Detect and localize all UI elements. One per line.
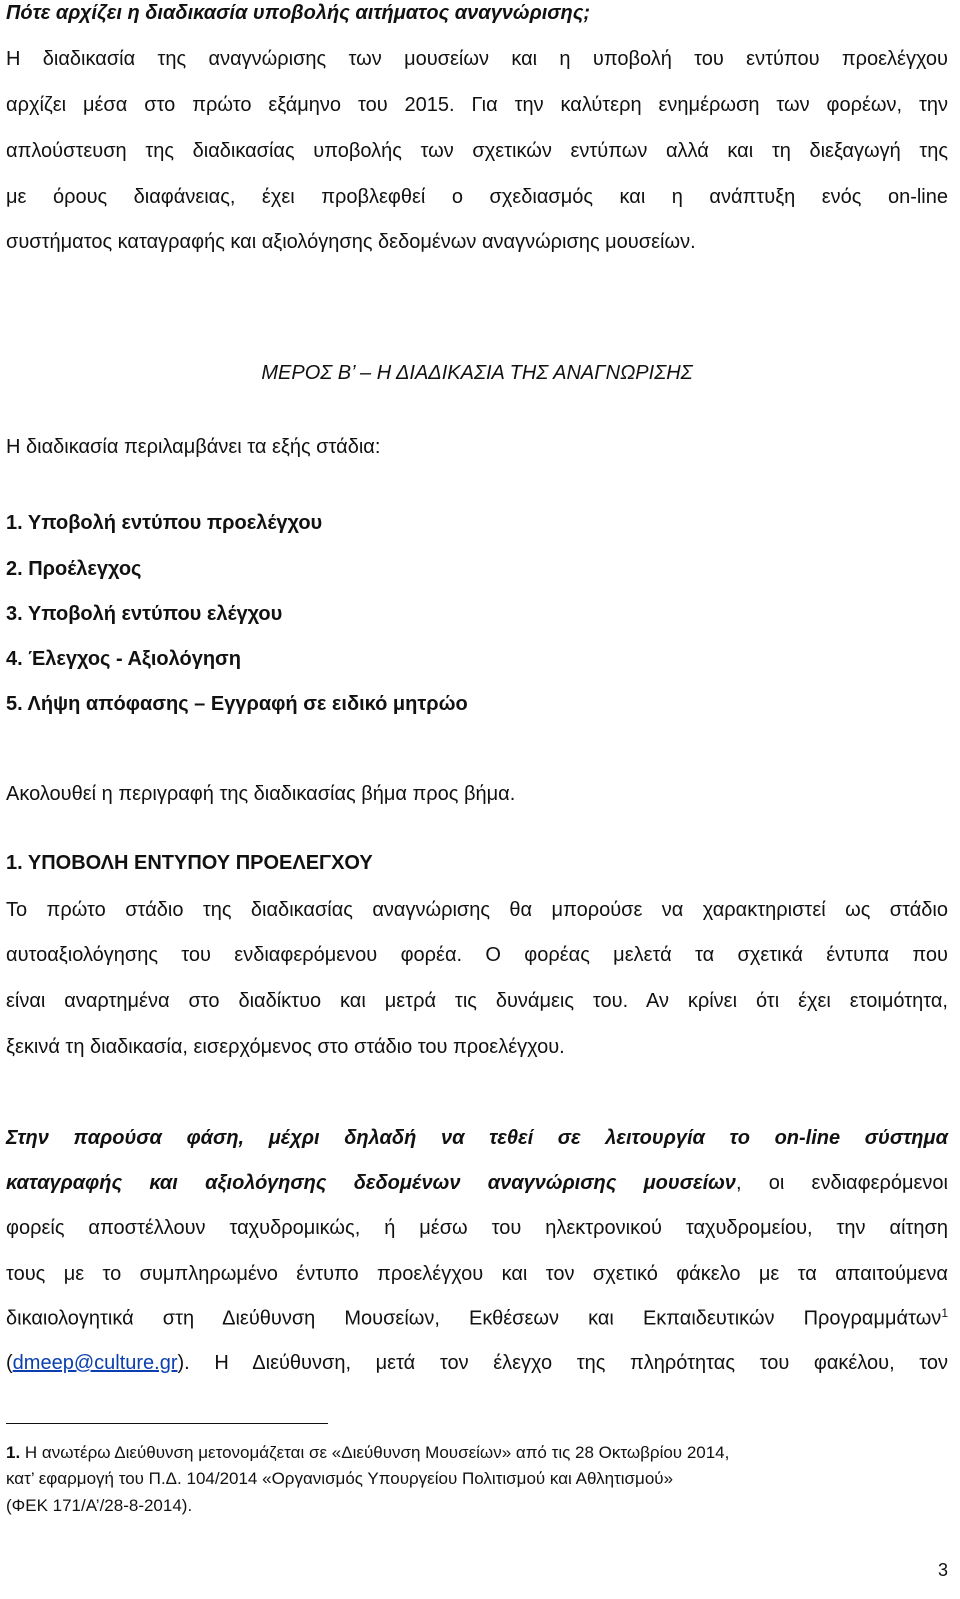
question-heading: Πότε αρχίζει η διαδικασία υποβολής αιτήματος αναγνώρισης;: [6, 2, 591, 24]
current-phase-bold-text: καταγραφής και αξιολόγησης δεδομένων αναγνώρισης μουσείων: [6, 1172, 736, 1194]
footnote-line-3: (ΦΕΚ 171/Α’/28-8-2014).: [6, 1496, 193, 1515]
footnote-line-1-text: Η ανωτέρω Διεύθυνση μετονομάζεται σε «Διεύθυνση Μουσείων» από τις 28 Οκτωβρίου 2014,: [20, 1443, 730, 1462]
intro-line-4: με όρους διαφάνειας, έχει προβλεφθεί ο σχεδιασμός και η ανάπτυξη ενός on-line: [6, 186, 948, 208]
footnote-separator: [6, 1423, 328, 1424]
stages-intro: Η διαδικασία περιλαμβάνει τα εξής στάδια:: [6, 436, 381, 458]
stage-item: 4. Έλεγχος - Αξιολόγηση: [6, 648, 241, 670]
section-1-title: 1. ΥΠΟΒΟΛΗ ΕΝΤΥΠΟΥ ΠΡΟΕΛΕΓΧΟΥ: [6, 852, 373, 874]
stage-item: 3. Υποβολή εντύπου ελέγχου: [6, 603, 283, 625]
current-phase-line-6: [6, 1352, 948, 1375]
stage-item: 5. Λήψη απόφασης – Εγγραφή σε ειδικό μητρώο: [6, 693, 468, 715]
current-phase-line-1: Στην παρούσα φάση, μέχρι δηλαδή να τεθεί σε λειτουργία το on-line σύστημα: [6, 1127, 948, 1149]
footnote-reference: 1: [941, 1306, 948, 1320]
stage-item: 2. Προέλεγχος: [6, 558, 142, 580]
paren-open: (: [6, 1352, 13, 1374]
current-phase-line-6-rest: ). Η Διεύθυνση, μετά τον έλεγχο της πληρότητας του φακέλου, τον: [177, 1352, 948, 1374]
section-1-line-3: είναι αναρτημένα στο διαδίκτυο και μετρά τις δυνάμεις του. Αν κρίνει ότι έχει ετοιμότητα,: [6, 990, 948, 1012]
current-phase-line-2: [6, 1172, 948, 1195]
current-phase-line-5-text: δικαιολογητικά στη Διεύθυνση Μουσείων, Εκθέσεων και Εκπαιδευτικών Προγραμμάτων: [6, 1307, 942, 1330]
intro-line-1: Η διαδικασία της αναγνώρισης των μουσείων και η υποβολή του εντύπου προελέγχου: [6, 48, 948, 70]
current-phase-line-5: [6, 1306, 948, 1331]
intro-line-3: απλούστευση της διαδικασίας υποβολής των σχετικών εντύπων αλλά και τη διεξαγωγή της: [6, 140, 948, 162]
email-link[interactable]: dmeep@culture.gr: [12, 1352, 178, 1374]
section-1-line-2: αυτοαξιολόγησης του ενδιαφερόμενου φορέα. Ο φορέας μελετά τα σχετικά έντυπα που: [6, 944, 948, 966]
footnote-line-2: κατ’ εφαρμογή του Π.Δ. 104/2014 «Οργανισμός Υπουργείου Πολιτισμού και Αθλητισμού»: [6, 1469, 674, 1488]
section-1-line-4: ξεκινά τη διαδικασία, εισερχόμενος στο στάδιο του προελέγχου.: [6, 1036, 565, 1058]
current-phase-line-3: φορείς αποστέλλουν ταχυδρομικώς, ή μέσω του ηλεκτρονικού ταχυδρομείου, την αίτηση: [6, 1217, 948, 1239]
current-phase-line-2-rest: , οι ενδιαφερόμενοι: [735, 1172, 948, 1194]
footnote-number: 1.: [6, 1443, 21, 1462]
current-phase-line-4: τους με το συμπληρωμένο έντυπο προελέγχου και τον σχετικό φάκελο με τα απαιτούμενα: [6, 1263, 948, 1285]
footnote-line-1: [6, 1443, 948, 1463]
stage-item: 1. Υποβολή εντύπου προελέγχου: [6, 512, 323, 534]
step-description-intro: Ακολουθεί η περιγραφή της διαδικασίας βήμα προς βήμα.: [6, 783, 516, 805]
section-1-line-1: Το πρώτο στάδιο της διαδικασίας αναγνώρισης θα μπορούσε να χαρακτηριστεί ως στάδιο: [6, 899, 948, 921]
intro-line-5: συστήματος καταγραφής και αξιολόγησης δεδομένων αναγνώρισης μουσείων.: [6, 231, 696, 253]
intro-line-2: αρχίζει μέσα στο πρώτο εξάμηνο του 2015. Για την καλύτερη ενημέρωση των φορέων, την: [6, 94, 948, 116]
part-b-heading: ΜΕΡΟΣ Β’ – Η ΔΙΑΔΙΚΑΣΙΑ ΤΗΣ ΑΝΑΓΝΩΡΙΣΗΣ: [261, 362, 693, 384]
page-number: 3: [937, 1560, 948, 1580]
